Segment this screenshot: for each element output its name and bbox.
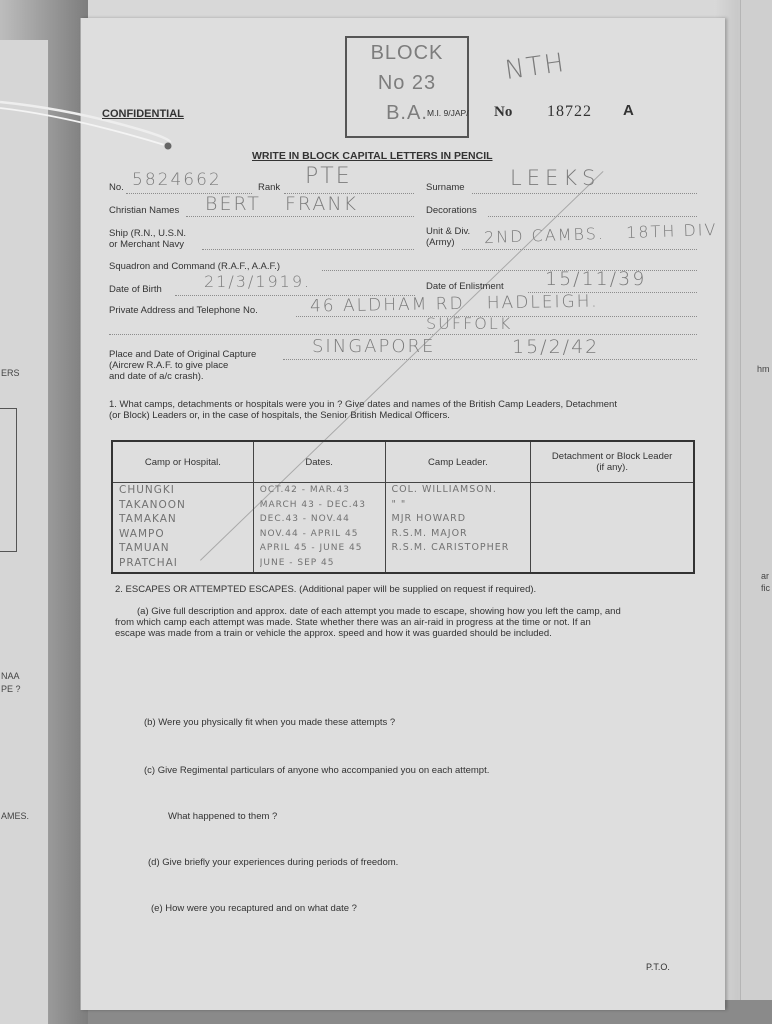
squadron-label: Squadron and Command (R.A.F., A.A.F.)	[109, 261, 281, 272]
stamp-line: BLOCK	[370, 42, 444, 64]
leader-entry: " "	[391, 498, 407, 510]
capture-label-line2: (Aircrew R.A.F. to give place	[109, 360, 229, 371]
form-reference: M.I. 9/JAP/	[427, 108, 469, 118]
form-suffix: A	[623, 102, 634, 119]
question-2-title: 2. ESCAPES OR ATTEMPTED ESCAPES. (Additional paper will be supplied on request if required).	[115, 584, 537, 595]
detachment-column-header: Detachment or Block Leader (if any).	[531, 441, 694, 483]
camp-entry: TAKANOON	[119, 498, 186, 511]
handwritten-mark: NTH	[503, 47, 568, 87]
camp-column-header: Camp or Hospital.	[112, 441, 253, 483]
question-2d-text: (d) Give briefly your experiences during periods of freedom.	[148, 857, 399, 868]
unit-line	[462, 249, 697, 250]
leader-entry: MJR HOWARD	[391, 513, 467, 524]
date-entry: MARCH 43 - DEC.43	[259, 499, 367, 510]
enlistment-label: Date of Enlistment	[426, 281, 504, 292]
camp-entry: CHUNGKI	[119, 484, 175, 496]
date-entry: NOV.44 - APRIL 45	[259, 528, 359, 539]
leader-entry: R.S.M. CARISTOPHER	[391, 542, 510, 553]
leader-cell	[385, 483, 531, 574]
camp-entry: PRATCHAI	[119, 556, 178, 569]
leader-entry: R.S.M. MAJOR	[391, 527, 468, 539]
surname-value: LEEKS	[510, 166, 601, 190]
edge-text: AMES.	[1, 811, 30, 821]
pto-label: P.T.O.	[646, 962, 670, 972]
question-2a-text-line2: from which camp each attempt was made. State whether there was an air-raid in progress at the time or not. If an	[115, 617, 591, 628]
edge-text: NAA	[1, 671, 20, 681]
service-number-value: 5824662	[132, 170, 222, 190]
unit-label-line2: (Army)	[426, 237, 455, 248]
stamp-line: No 23	[377, 72, 437, 94]
date-entry: DEC.43 - NOV.44	[259, 514, 350, 524]
enlistment-value: 15/11/39	[545, 268, 647, 290]
camp-cell	[112, 483, 253, 574]
ship-label: Ship (R.N., U.S.N.	[109, 228, 187, 239]
camp-entry: WAMPO	[119, 527, 165, 540]
surname-line	[472, 193, 697, 194]
camp-table	[111, 440, 695, 574]
address-line-2	[109, 334, 697, 335]
question-1-text: 1. What camps, detachments or hospitals were you in ? Give dates and names of the British Camp Leaders, Detachment	[109, 399, 617, 410]
edge-text: hm	[757, 364, 770, 374]
rank-value: PTE	[305, 164, 352, 189]
instruction-heading: WRITE IN BLOCK CAPITAL LETTERS IN PENCIL	[252, 150, 493, 162]
no-label: No.	[109, 182, 124, 193]
capture-label-line3: and date of a/c crash).	[109, 371, 204, 382]
confidential-label: CONFIDENTIAL	[102, 108, 184, 120]
question-2c-text: (c) Give Regimental particulars of anyone who accompanied you on each attempt.	[144, 765, 490, 776]
stamp-line: B.A.	[386, 102, 428, 124]
edge-text: fic	[761, 583, 770, 593]
address-value: 46 ALDHAM RD HADLEIGH.	[309, 291, 599, 317]
unit-value: 2ND CAMBS. 18TH DIV	[483, 219, 718, 248]
question-2e-text: (e) How were you recaptured and on what date ?	[151, 903, 357, 914]
address-label: Private Address and Telephone No.	[109, 305, 258, 316]
decorations-label: Decorations	[426, 205, 477, 216]
capture-place-value: SINGAPORE	[312, 336, 436, 357]
ship-label-line2: or Merchant Navy	[109, 239, 184, 250]
capture-label: Place and Date of Original Capture	[109, 349, 257, 360]
adjacent-page-box	[0, 408, 17, 552]
question-2b-text: (b) Were you physically fit when you made these attempts ?	[144, 717, 396, 728]
dates-column-header: Dates.	[253, 441, 385, 483]
christian-names-line	[186, 216, 414, 217]
decorations-line	[488, 216, 697, 217]
christian-names-value: BERT FRANK	[205, 193, 359, 215]
leader-entry: COL. WILLIAMSON.	[391, 484, 497, 495]
leader-entry	[392, 556, 531, 571]
question-2a-text: (a) Give full description and approx. date of each attempt you made to escape, showing how you left the camp, and	[137, 606, 621, 617]
question-1-text-line2: (or Block) Leaders or, in the case of hospitals, the Senior British Medical Officers.	[109, 410, 450, 421]
leader-column-header: Camp Leader.	[385, 441, 531, 483]
form-number: 18722	[547, 103, 592, 120]
unit-label: Unit & Div.	[426, 226, 471, 237]
camp-table-body	[112, 483, 694, 574]
christian-names-label: Christian Names	[109, 205, 180, 216]
camp-table-header	[112, 441, 694, 483]
dates-cell	[253, 483, 385, 574]
rank-label: Rank	[258, 182, 281, 193]
page-stack-right-back	[740, 0, 772, 1024]
question-2a-text-line3: escape was made from a train or vehicle the approx. speed and how it was guarded should be included.	[115, 628, 552, 639]
camp-entry: TAMUAN	[119, 542, 170, 554]
date-entry: APRIL 45 - JUNE 45	[259, 543, 363, 553]
capture-line	[283, 359, 697, 360]
ship-line	[202, 249, 414, 250]
question-2c-followup: What happened to them ?	[168, 811, 278, 822]
detachment-cell	[531, 483, 694, 574]
camp-entry: TAMAKAN	[119, 513, 177, 525]
dob-value: 21/3/1919.	[204, 272, 312, 291]
edge-text: ERS	[1, 368, 20, 378]
surname-label: Surname	[426, 182, 465, 193]
dob-label: Date of Birth	[109, 284, 162, 295]
address-value-line2: SUFFOLK	[426, 314, 513, 333]
number-label: No	[494, 104, 513, 120]
capture-date-value: 15/2/42	[512, 336, 600, 358]
edge-text: PE ?	[1, 684, 21, 694]
edge-text: ar	[761, 571, 770, 581]
date-entry: JUNE - SEP 45	[259, 557, 335, 568]
date-entry: OCT.42 - MAR.43	[259, 485, 350, 495]
block-stamp	[345, 36, 469, 138]
